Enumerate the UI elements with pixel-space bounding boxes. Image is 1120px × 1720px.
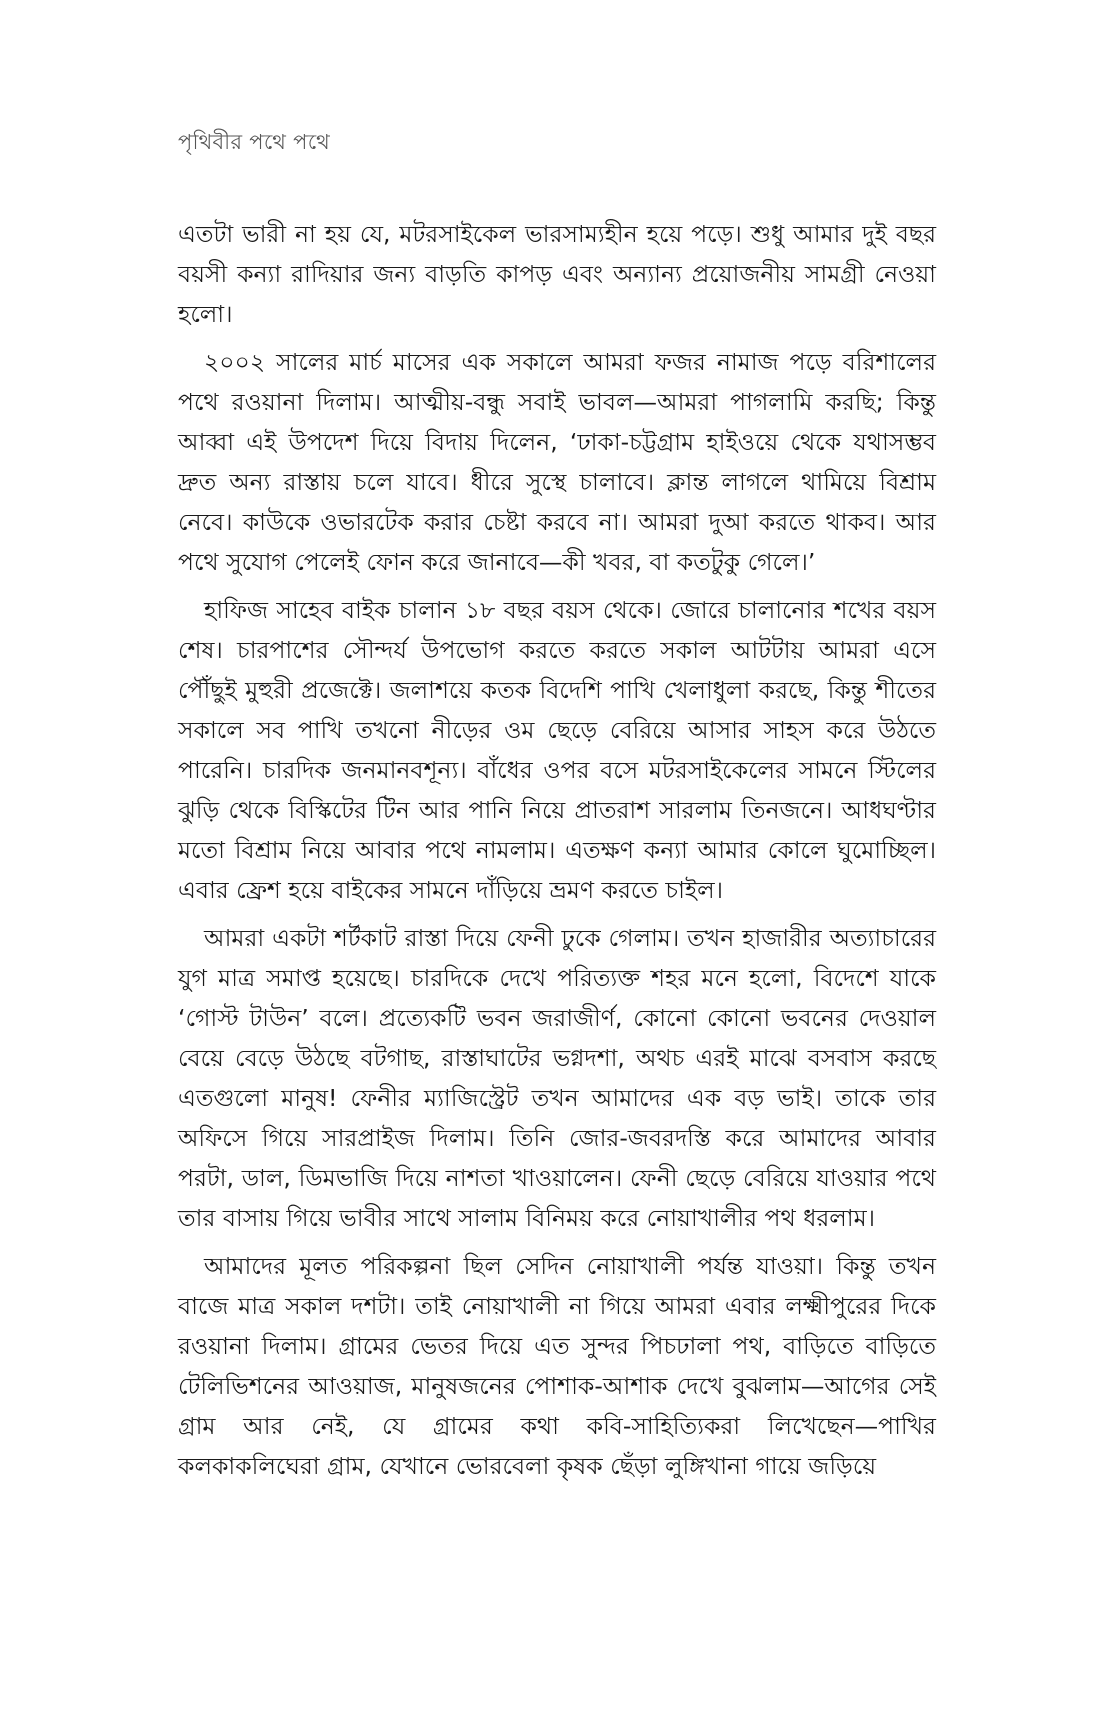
paragraph-2: ২০০২ সালের মার্চ মাসের এক সকালে আমরা ফজর নামাজ পড়ে বরিশালের পথে রওয়ানা দিলাম। আত্মীয়-বন্ধু সবাই ভাবল—আমরা পাগলামি করছি; কিন্তু আব্বা এই উপদেশ দিয়ে বিদায় দিলেন, ‘ঢাকা-চট্টগ্রাম হাইওয়ে থেকে যথাসম্ভব দ্রুত অন্য রাস্তায় চলে যাবে। ধীরে সুস্থে চালাবে। ক্লান্ত লাগলে থামিয়ে বিশ্রাম নেবে। কাউকে ওভারটেক করার চেষ্টা করবে না। আমরা দুআ করতে থাকব। আর পথে সুযোগ পেলেই ফোন করে জানাবে—কী খবর, বা কতটুকু গেলে।’ bbox=[178, 348, 936, 576]
running-header: পৃথিবীর পথে পথে bbox=[178, 130, 331, 154]
paragraph-4: আমরা একটা শর্টকাট রাস্তা দিয়ে ফেনী ঢুকে গেলাম। তখন হাজারীর অত্যাচারের যুগ মাত্র সমাপ্ত হয়েছে। চারদিকে দেখে পরিত্যক্ত শহর মনে হলো, বিদেশে যাকে ‘গোস্ট টাউন’ বলে। প্রত্যেকটি ভবন জরাজীর্ণ, কোনো কোনো ভবনের দেওয়াল বেয়ে বেড়ে উঠছে বটগাছ, রাস্তাঘাটের ভগ্নদশা, অথচ এরই মাঝে বসবাস করছে এতগুলো মানুষ! ফেনীর ম্যাজিস্ট্রেট তখন আমাদের এক বড় ভাই। তাকে তার অফিসে গিয়ে সারপ্রাইজ দিলাম। তিনি জোর-জবরদস্তি করে আমাদের আবার পরটা, ডাল, ডিমভাজি দিয়ে নাশতা খাওয়ালেন। ফেনী ছেড়ে বেরিয়ে যাওয়ার পথে তার বাসায় গিয়ে ভাবীর সাথে সালাম বিনিময় করে নোয়াখালীর পথ ধরলাম। bbox=[178, 924, 936, 1232]
body-text bbox=[178, 214, 936, 1494]
paragraph-1: এতটা ভারী না হয় যে, মটরসাইকেল ভারসাম্যহীন হয়ে পড়ে। শুধু আমার দুই বছর বয়সী কন্যা রাদিয়ার জন্য বাড়তি কাপড় এবং অন্যান্য প্রয়োজনীয় সামগ্রী নেওয়া হলো। bbox=[178, 220, 936, 328]
paragraph-5: আমাদের মূলত পরিকল্পনা ছিল সেদিন নোয়াখালী পর্যন্ত যাওয়া। কিন্তু তখন বাজে মাত্র সকাল দশটা। তাই নোয়াখালী না গিয়ে আমরা এবার লক্ষ্মীপুরের দিকে রওয়ানা দিলাম। গ্রামের ভেতর দিয়ে এত সুন্দর পিচঢালা পথ, বাড়িতে বাড়িতে টেলিভিশনের আওয়াজ, মানুষজনের পোশাক-আশাক দেখে বুঝলাম—আগের সেই গ্রাম আর নেই, যে গ্রামের কথা কবি-সাহিত্যিকরা লিখেছেন—পাখির কলকাকলিঘেরা গ্রাম, যেখানে ভোরবেলা কৃষক ছেঁড়া লুঙ্গিখানা গায়ে জড়িয়ে bbox=[178, 1252, 936, 1480]
paragraph-3: হাফিজ সাহেব বাইক চালান ১৮ বছর বয়স থেকে। জোরে চালানোর শখের বয়স শেষ। চারপাশের সৌন্দর্য উপভোগ করতে করতে সকাল আটটায় আমরা এসে পৌঁছুই মুহুরী প্রজেক্টে। জলাশয়ে কতক বিদেশি পাখি খেলাধুলা করছে, কিন্তু শীতের সকালে সব পাখি তখনো নীড়ের ওম ছেড়ে বেরিয়ে আসার সাহস করে উঠতে পারেনি। চারদিক জনমানবশূন্য। বাঁধের ওপর বসে মটরসাইকেলের সামনে স্টিলের ঝুড়ি থেকে বিস্কিটের টিন আর পানি নিয়ে প্রাতরাশ সারলাম তিনজনে। আধঘণ্টার মতো বিশ্রাম নিয়ে আবার পথে নামলাম। এতক্ষণ কন্যা আমার কোলে ঘুমোচ্ছিল। এবার ফ্রেশ হয়ে বাইকের সামনে দাঁড়িয়ে ভ্রমণ করতে চাইল। bbox=[178, 596, 936, 904]
